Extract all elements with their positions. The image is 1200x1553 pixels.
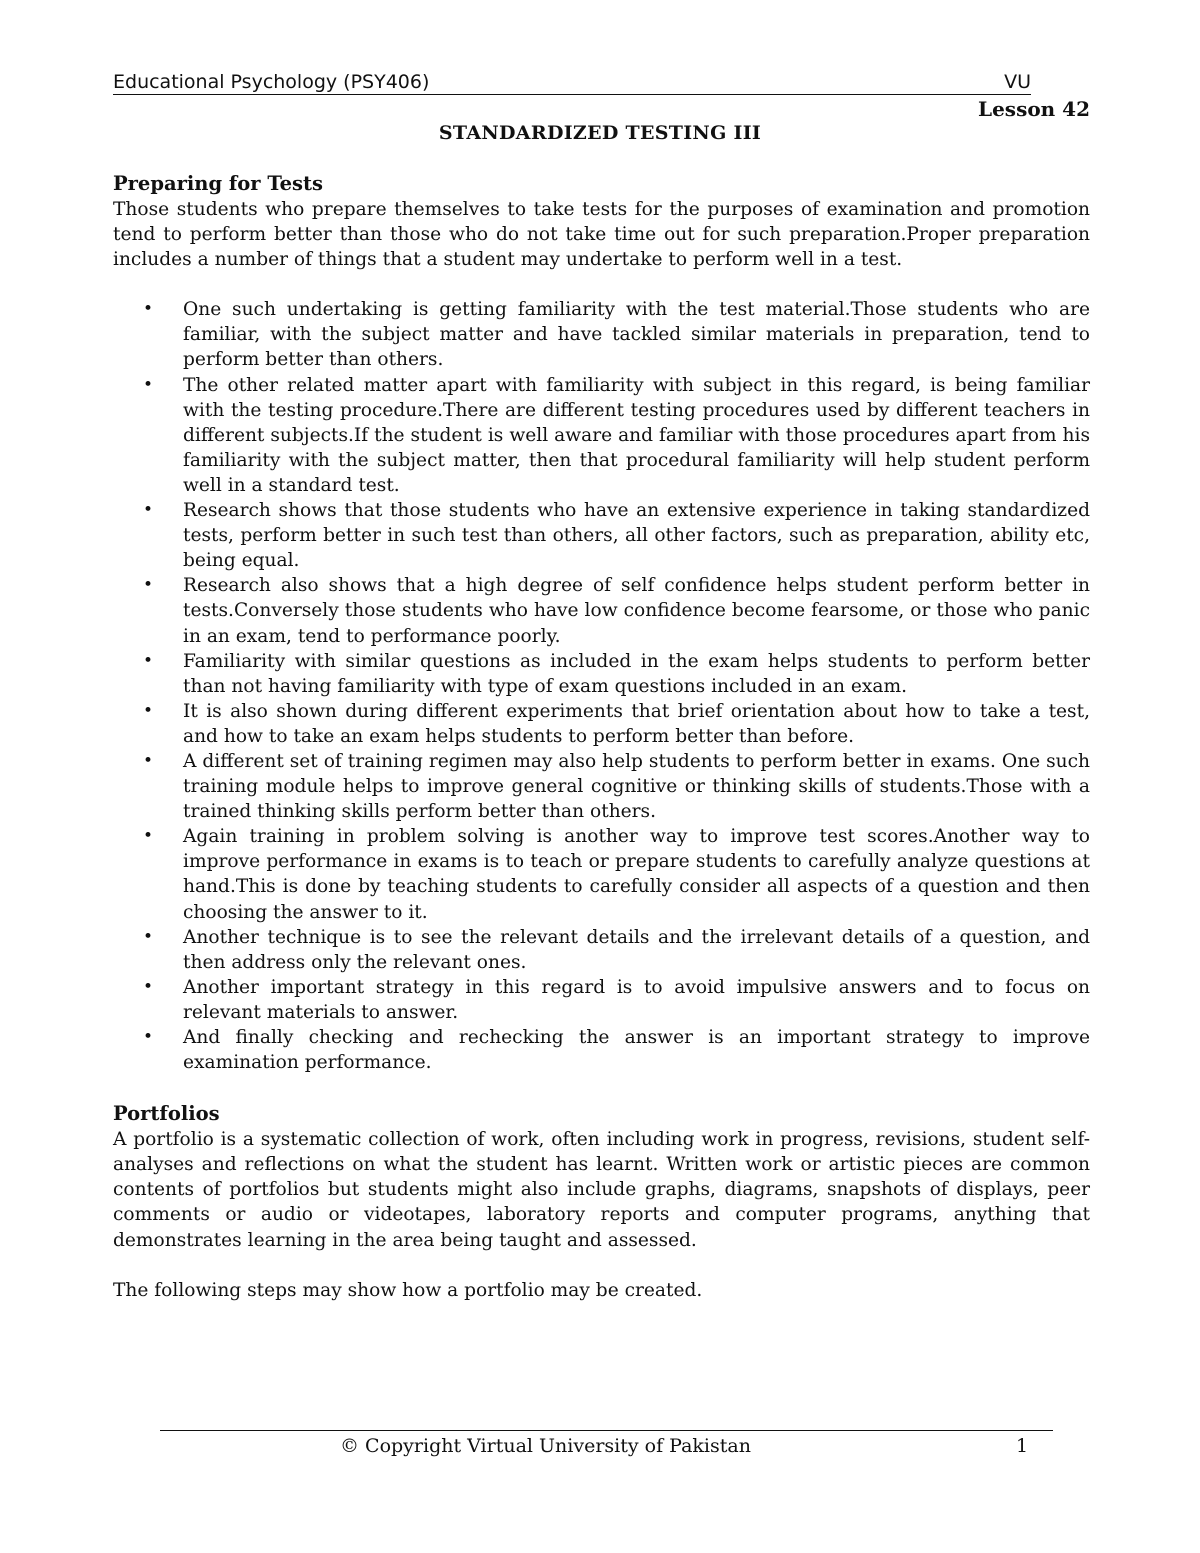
list-item xyxy=(113,573,1090,648)
list-item-text: Research also shows that a high degree of self confidence helps student perform better in tests.Conversely those students who have low confidence become fearsome, or those who panic in an exam, tend to performance poorly. xyxy=(183,575,1090,647)
list-item xyxy=(113,925,1090,975)
list-item-text: Another technique is to see the relevant details and the irrelevant details of a question, and then address only the relevant ones. xyxy=(183,926,1090,973)
bullet-icon: • xyxy=(143,750,154,771)
list-item-text: One such undertaking is getting familiarity with the test material.Those students who are familiar, with the subject matter and have tackled similar materials in preparation, tend to perform better than others. xyxy=(183,299,1090,371)
list-item-text: Another important strategy in this regard is to avoid impulsive answers and to focus on relevant materials to answer. xyxy=(183,976,1090,1023)
page-number: 1 xyxy=(1016,1435,1029,1457)
bullet-icon: • xyxy=(143,650,154,671)
list-item-text: The other related matter apart with familiarity with subject in this regard, is being familiar with the testing procedure.There are different testing procedures used by different teachers in different subjects.If the student is well aware and familiar with those procedures apart from his familiarity with the subject matter, then that procedural familiarity will help student perform well in a standard test. xyxy=(183,374,1090,496)
bullet-icon: • xyxy=(143,700,154,721)
paragraph-portfolios: A portfolio is a systematic collection of work, often including work in progress, revisions, student self-analyses and reflections on what the student has learnt. Written work or artistic pieces are common contents of portfolios but students might also include graphs, diagrams, snapshots of displays, peer comments or audio or videotapes, laboratory reports and computer programs, anything that demonstrates learning in the area being taught and assessed. xyxy=(113,1129,1090,1251)
list-item-text: It is also shown during different experiments that brief orientation about how to take a test, and how to take an exam helps students to perform better than before. xyxy=(183,700,1090,747)
bullet-icon: • xyxy=(143,976,154,997)
page-title: STANDARDIZED TESTING III xyxy=(438,122,762,144)
list-item xyxy=(113,373,1090,498)
bullet-icon: • xyxy=(143,500,154,521)
list-item xyxy=(113,975,1090,1025)
section-heading-portfolios: Portfolios xyxy=(113,1102,220,1126)
bullet-icon: • xyxy=(143,926,154,947)
list-item-text: Again training in problem solving is another way to improve test scores.Another way to improve performance in exams is to teach or prepare students to carefully analyze questions at hand.This is done by teaching students to carefully consider all aspects of a question and then choosing the answer to it. xyxy=(183,826,1090,923)
bullet-icon: • xyxy=(143,575,154,596)
lesson-number: Lesson 42 xyxy=(978,97,1090,121)
bullet-icon: • xyxy=(143,1027,154,1047)
list-item xyxy=(113,749,1090,824)
list-item xyxy=(113,297,1090,372)
paragraph-preparing-intro: Those students who prepare themselves to take tests for the purposes of examination and promotion tend to perform better than those who do not take time out for such preparation.Proper preparation includes a number of things that a student may undertake to perform well in a test. xyxy=(113,199,1090,271)
list-item-text: Familiarity with similar questions as included in the exam helps students to perform better than not having familiarity with type of exam questions included in an exam. xyxy=(183,650,1090,697)
bullet-list-preparing xyxy=(113,297,1090,1075)
running-header xyxy=(113,70,1031,95)
footer-copyright: © Copyright Virtual University of Pakistan xyxy=(340,1435,751,1457)
footer-divider xyxy=(160,1430,1053,1431)
course-title: Educational Psychology (PSY406) xyxy=(113,71,430,93)
list-item-text: Research shows that those students who have an extensive experience in taking standardized tests, perform better in such test than others, all other factors, such as preparation, ability etc, being equal. xyxy=(183,500,1090,572)
bullet-icon: • xyxy=(143,826,154,847)
list-item-text: And finally checking and rechecking the answer is an important strategy to improve examination performance. xyxy=(183,1027,1090,1074)
list-item xyxy=(113,498,1090,573)
list-item-text: A different set of training regimen may also help students to perform better in exams. One such training module helps to improve general cognitive or thinking skills of students.Those with a trained thinking skills perform better than others. xyxy=(183,750,1090,823)
bullet-icon: • xyxy=(143,374,154,395)
section-heading-preparing: Preparing for Tests xyxy=(113,172,323,195)
list-item xyxy=(113,699,1090,749)
list-item xyxy=(113,649,1090,699)
institution-abbrev: VU xyxy=(1004,71,1031,93)
list-item xyxy=(113,824,1090,924)
main-content xyxy=(113,171,1090,1303)
paragraph-portfolio-steps: The following steps may show how a portfolio may be created. xyxy=(113,1279,703,1301)
list-item xyxy=(113,1025,1090,1075)
bullet-icon: • xyxy=(143,299,154,320)
